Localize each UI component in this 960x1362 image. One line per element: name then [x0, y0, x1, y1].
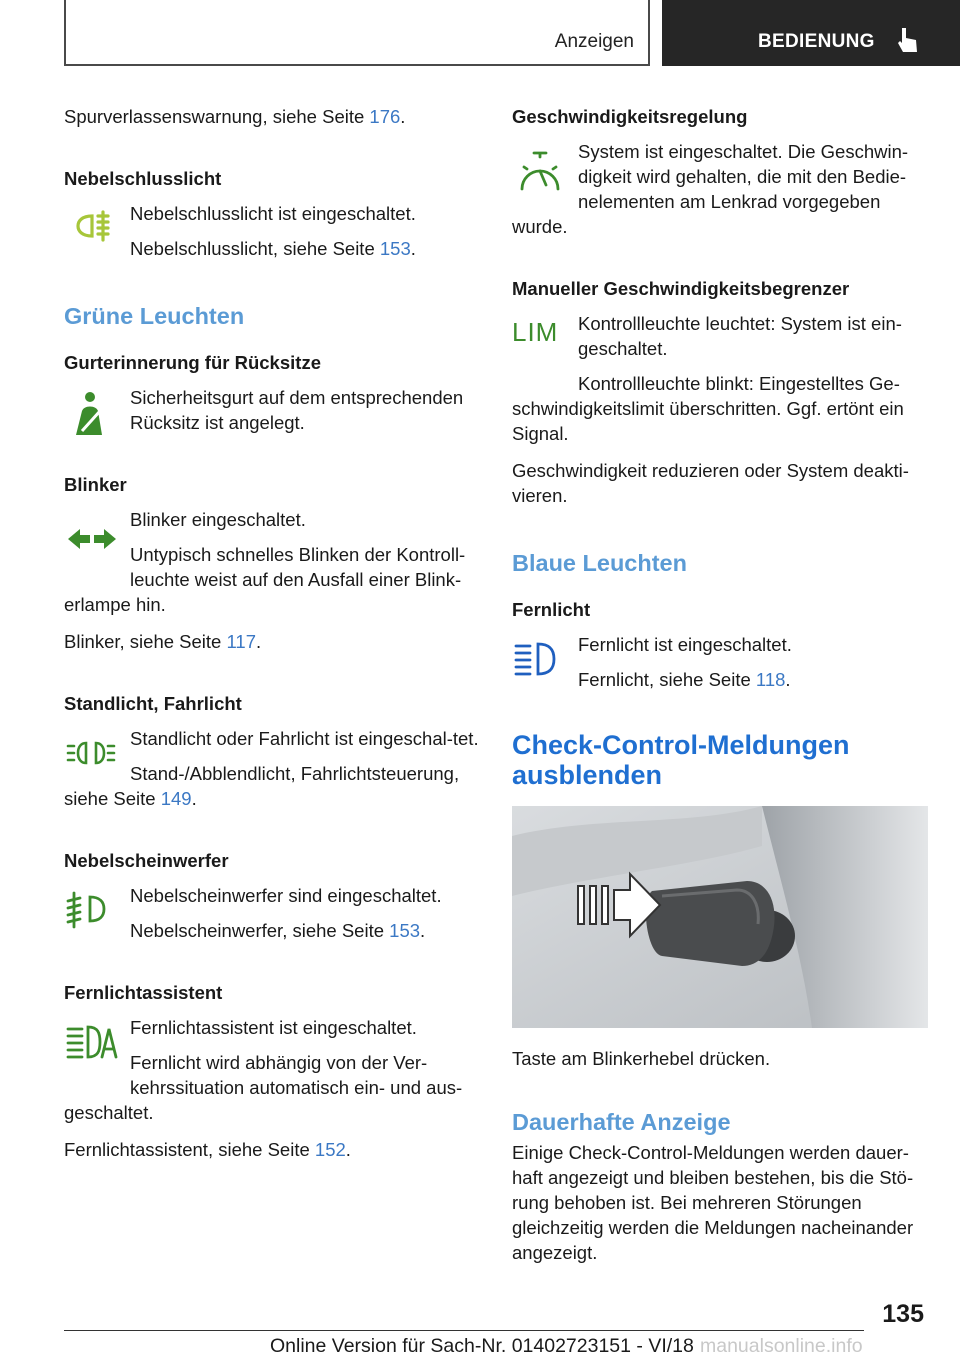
turn-signal-lever-photo — [512, 806, 928, 1028]
left-column — [64, 104, 480, 1162]
blinker-entry: Blinker eingeschaltet. Untypisch schnelles Blinken der Kontroll-leuchte weist auf den Ausfall einer Blink- erlampe hin. Blinker, siehe Seite 117. — [64, 509, 466, 652]
page-link[interactable]: 152 — [314, 1139, 346, 1160]
page-link[interactable]: 149 — [160, 788, 192, 809]
parking-light-icon — [64, 726, 120, 776]
fog-front-entry: Nebelscheinwerfer sind eingeschaltet. Nebelscheinwerfer, siehe Seite 153. — [64, 883, 480, 943]
header-section-tab — [64, 0, 650, 66]
page-link[interactable]: 118 — [755, 669, 786, 690]
header-chapter-tab — [662, 0, 960, 66]
parking-title: Standlicht, Fahrlicht — [64, 693, 242, 714]
highbeam-title: Fernlicht — [512, 599, 591, 620]
high-beam-assistant-icon — [64, 1015, 120, 1065]
watermark: manualsonline.info — [700, 1335, 863, 1357]
header-section-label: Anzeigen — [554, 31, 634, 52]
page-link[interactable]: 176 — [369, 106, 401, 127]
page-link[interactable]: 117 — [226, 631, 256, 652]
blue-lights-heading: Blaue Leuchten — [512, 550, 687, 576]
limiter-entry: LIM Kontrollleuchte leuchtet: System ist ein-geschaltet. Kontrollleuchte blinkt: Eingestelltes Ge- schwindigkeitslimit überschritten. Ggf. ertönt ein Signal. Geschwindigkeit reduzieren oder System deakti-vieren. — [512, 313, 909, 506]
permanent-display-heading: Dauerhafte Anzeige — [512, 1109, 731, 1135]
footer-divider — [64, 1330, 864, 1331]
cruise-entry: System ist eingeschaltet. Die Geschwin-digkeit wird gehalten, die mit den Bedie-nelementen am Lenkrad vorgegeben wurde. — [512, 141, 909, 237]
fog-front-title: Nebelscheinwerfer — [64, 850, 229, 871]
green-lights-heading: Grüne Leuchten — [64, 303, 245, 329]
cruise-control-icon — [512, 147, 568, 197]
turn-signal-icon — [64, 519, 120, 569]
hand-pointer-icon — [896, 26, 920, 54]
limiter-title: Manueller Geschwindigkeitsbegrenzer — [512, 278, 850, 299]
limiter-icon: LIM — [512, 317, 559, 347]
hba-title: Fernlichtassistent — [64, 982, 223, 1003]
high-beam-icon — [512, 632, 568, 682]
page-link[interactable]: 153 — [379, 238, 411, 259]
parking-entry: Standlicht oder Fahrlicht ist eingeschal-tet. Stand-/Abblendlicht, Fahrlichtsteuerung, siehe Seite 149. — [64, 728, 479, 809]
belt-entry: Sicherheitsgurt auf dem entsprechenden Rücksitz ist angelegt. — [64, 385, 480, 435]
header-chapter-label: BEDIENUNG — [758, 31, 875, 52]
highbeam-entry: Fernlicht ist eingeschaltet. Fernlicht, siehe Seite 118. — [512, 632, 928, 692]
permanent-display-text: Einige Check-Control-Meldungen werden dauer-haft angezeigt und bleiben bestehen, bis die Stö-rung behoben ist. Bei mehreren Störungen gleichzeitig werden die Meldungen nacheinander angezeigt. — [512, 1142, 914, 1263]
page-number: 135 — [882, 1300, 924, 1328]
hba-entry: Fernlichtassistent ist eingeschaltet. Fernlicht wird abhängig von der Ver-kehrssituation automatisch ein- und aus- geschaltet. Fernlichtassistent, siehe Seite 152. — [64, 1017, 463, 1160]
page-link[interactable]: 153 — [389, 920, 421, 941]
right-column — [512, 104, 928, 1265]
check-control-heading: Check-Control-Meldungen ausblenden — [512, 730, 850, 790]
fog-rear-entry: Nebelschlusslicht ist eingeschaltet. Nebelschlusslicht, siehe Seite 153. — [64, 201, 480, 261]
blinker-title: Blinker — [64, 474, 127, 495]
belt-title: Gurterinnerung für Rücksitze — [64, 352, 321, 373]
cruise-title: Geschwindigkeitsregelung — [512, 106, 748, 127]
photo-caption: Taste am Blinkerhebel drücken. — [512, 1048, 771, 1069]
online-version-text: Online Version für Sach-Nr. 01402723151 - VI/18 — [270, 1335, 694, 1357]
rear-fog-light-icon — [64, 201, 120, 251]
fog-rear-title: Nebelschlusslicht — [64, 168, 222, 189]
seatbelt-icon — [64, 389, 120, 439]
front-fog-light-icon — [64, 883, 120, 933]
intro-paragraph: Spurverlassenswarnung, siehe Seite 176. — [64, 106, 406, 127]
